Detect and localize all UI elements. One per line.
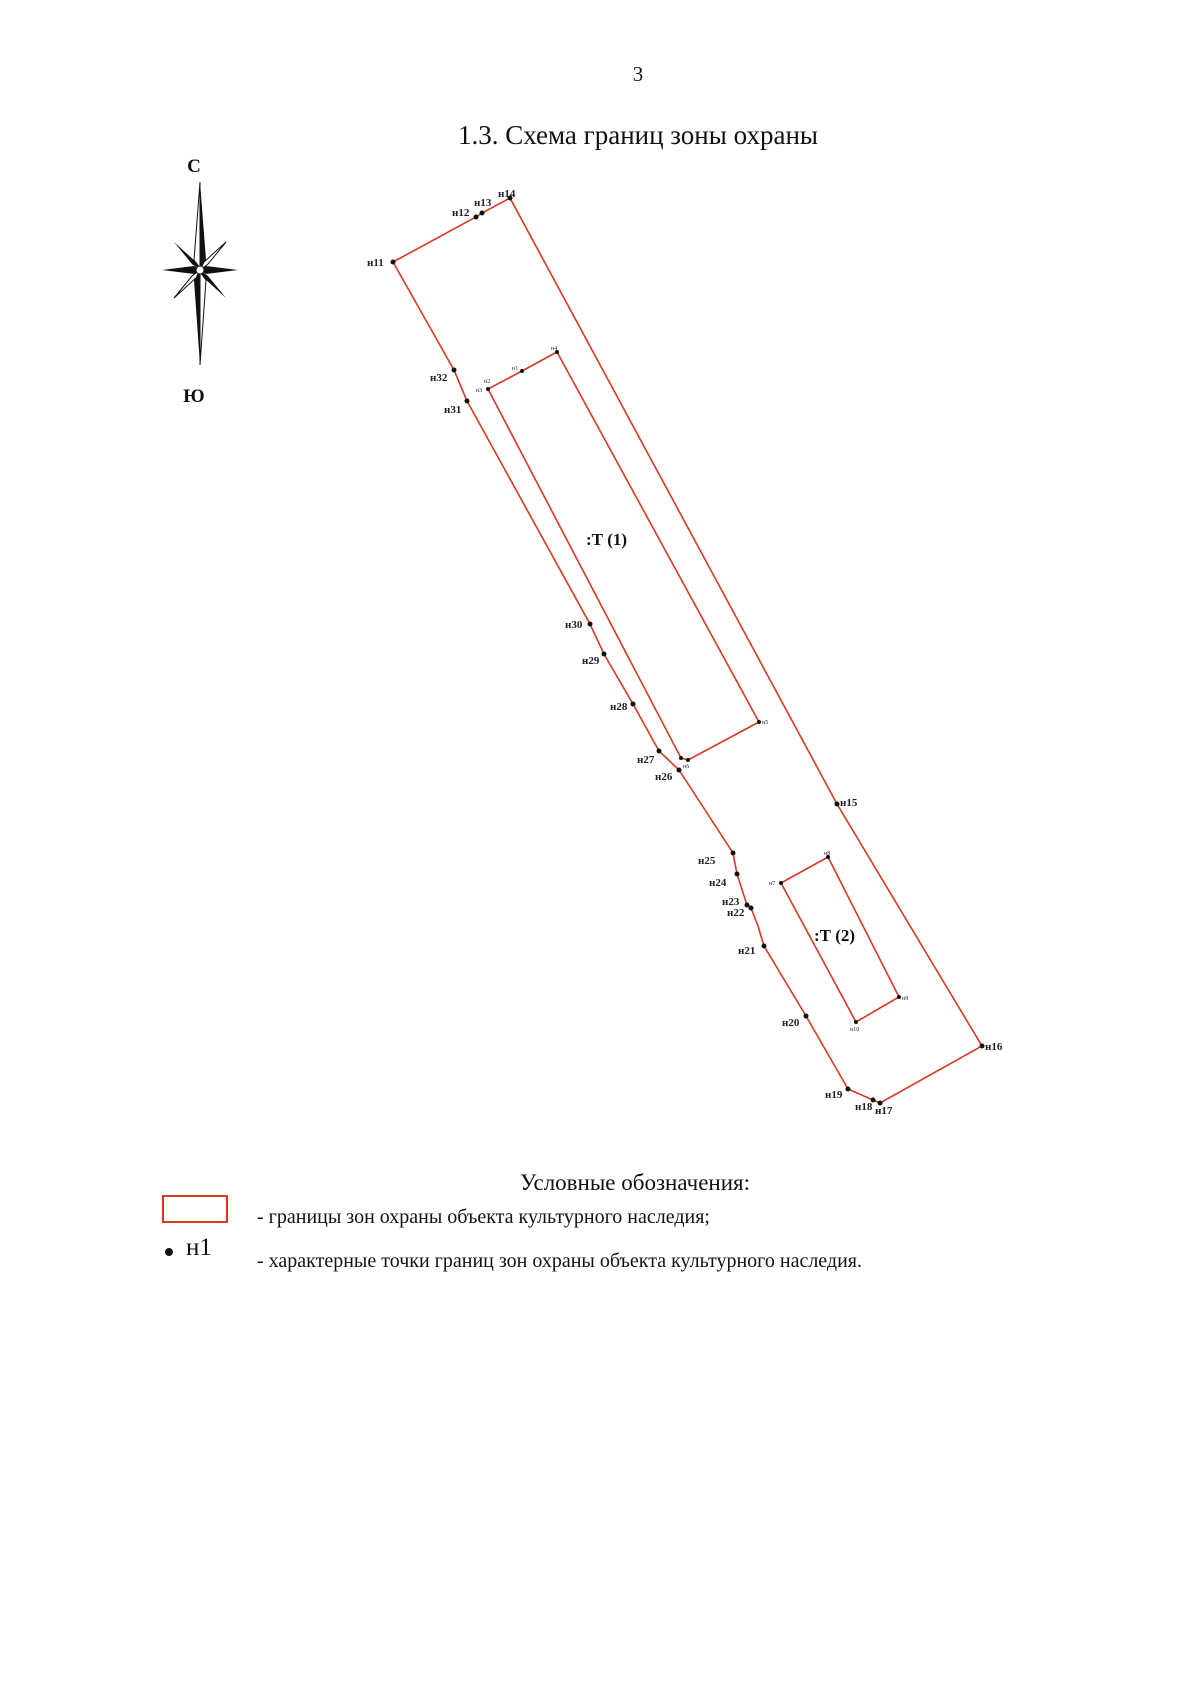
point-label: н9 [902, 996, 909, 1002]
compass-south-label: Ю [183, 386, 205, 407]
point-label: н19 [825, 1089, 843, 1101]
outer-boundary [393, 198, 982, 1103]
point-label: н15 [840, 797, 858, 809]
point-label: н18 [855, 1101, 873, 1113]
point-label: н22 [727, 907, 745, 919]
legend-boundary-text: - границы зон охраны объекта культурного наследия; [257, 1206, 710, 1228]
point-label: н3 [476, 388, 483, 394]
point-label: н6 [683, 764, 690, 770]
vertex-dots [391, 196, 985, 1106]
point-label: н29 [582, 655, 600, 667]
page-title: 1.3. Схема границ зоны охраны [457, 120, 819, 150]
point-label: н25 [698, 855, 716, 867]
point-label: н17 [875, 1105, 893, 1117]
point-label: н10 [850, 1027, 860, 1033]
point-label: н2 [484, 379, 491, 385]
point-label: н16 [985, 1041, 1003, 1053]
legend-boundary-swatch [162, 1195, 228, 1223]
point-label: н4 [551, 346, 558, 352]
point-label: н30 [565, 619, 583, 631]
point-label: н26 [655, 771, 673, 783]
point-label: н8 [824, 851, 831, 857]
compass-north-label: С [187, 156, 201, 177]
point-label: н31 [444, 404, 462, 416]
point-label: н1 [512, 366, 519, 372]
page-number: 3 [632, 62, 644, 86]
legend-point-text: - характерные точки границ зон охраны объекта культурного наследия. [257, 1250, 862, 1272]
legend-title: Условные обозначения: [519, 1170, 751, 1195]
point-label: н20 [782, 1017, 800, 1029]
zone-2-label: :Т (2) [814, 926, 856, 945]
point-label: н23 [722, 896, 740, 908]
point-label: н21 [738, 945, 756, 957]
point-label: н7 [769, 881, 776, 887]
point-label: н13 [474, 197, 492, 209]
point-label: н11 [367, 257, 384, 269]
zone-1-boundary [488, 352, 759, 760]
zone-1-label: :Т (1) [586, 530, 628, 549]
point-label: н27 [637, 754, 655, 766]
legend-point-label: н1 [186, 1234, 212, 1261]
point-label: н24 [709, 877, 727, 889]
point-label: н12 [452, 207, 470, 219]
point-label: н28 [610, 701, 628, 713]
point-label: н5 [762, 720, 769, 726]
point-label: н14 [498, 188, 516, 200]
point-label: н32 [430, 372, 448, 384]
legend-point-dot-icon [165, 1248, 173, 1256]
